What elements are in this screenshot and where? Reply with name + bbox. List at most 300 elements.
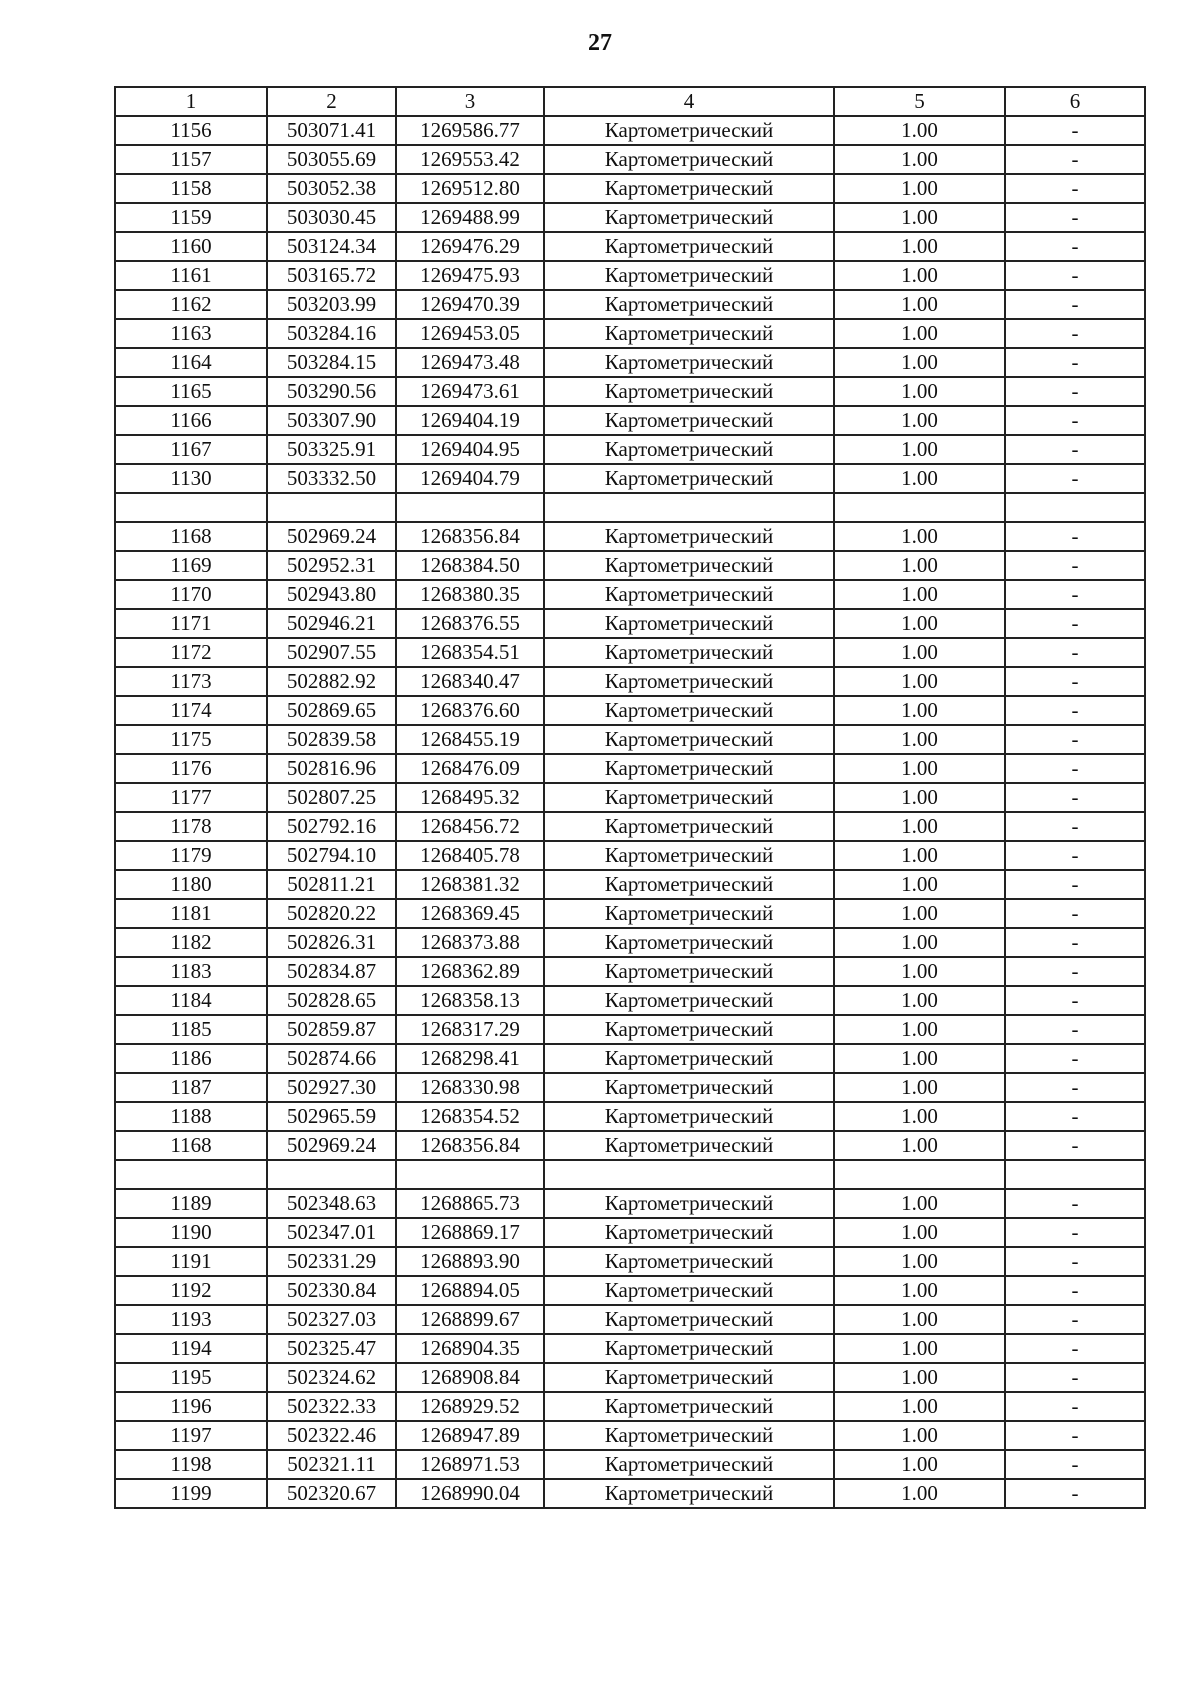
- table-cell: 1.00: [834, 899, 1005, 928]
- table-cell: Картометрический: [544, 522, 834, 551]
- table-cell: [115, 493, 267, 522]
- table-cell: 502324.62: [267, 1363, 396, 1392]
- table-cell: 1181: [115, 899, 267, 928]
- table-row: [115, 290, 1145, 319]
- table-cell: -: [1005, 696, 1145, 725]
- table-cell: 1164: [115, 348, 267, 377]
- table-cell: 503290.56: [267, 377, 396, 406]
- table-cell: 1268376.55: [396, 609, 544, 638]
- table-cell: 1191: [115, 1247, 267, 1276]
- table-cell: [834, 1160, 1005, 1189]
- table-cell: Картометрический: [544, 1131, 834, 1160]
- table-cell: 1268356.84: [396, 522, 544, 551]
- table-cell: 1.00: [834, 377, 1005, 406]
- table-row: [115, 986, 1145, 1015]
- table-cell: 1166: [115, 406, 267, 435]
- table-cell: 1268340.47: [396, 667, 544, 696]
- table-cell: 1269512.80: [396, 174, 544, 203]
- table-cell: 1188: [115, 1102, 267, 1131]
- table-cell: 1178: [115, 812, 267, 841]
- table-cell: 1.00: [834, 1334, 1005, 1363]
- table-cell: 1.00: [834, 1392, 1005, 1421]
- table-cell: -: [1005, 203, 1145, 232]
- table-cell: 1268354.52: [396, 1102, 544, 1131]
- table-row: [115, 319, 1145, 348]
- table-row: [115, 522, 1145, 551]
- table-cell: 1269404.79: [396, 464, 544, 493]
- table-cell: 1185: [115, 1015, 267, 1044]
- table-cell: 1.00: [834, 1015, 1005, 1044]
- table-cell: 502882.92: [267, 667, 396, 696]
- table-cell: 1175: [115, 725, 267, 754]
- table-row: [115, 1073, 1145, 1102]
- table-cell: Картометрический: [544, 696, 834, 725]
- table-cell: -: [1005, 870, 1145, 899]
- table-cell: 1.00: [834, 145, 1005, 174]
- table-cell: 1.00: [834, 754, 1005, 783]
- table-cell: Картометрический: [544, 377, 834, 406]
- table-cell: 1268381.32: [396, 870, 544, 899]
- page-number: 27: [588, 30, 612, 56]
- table-cell: Картометрический: [544, 870, 834, 899]
- table-cell: 1.00: [834, 696, 1005, 725]
- table-cell: 502322.46: [267, 1421, 396, 1450]
- table-cell: 1.00: [834, 1131, 1005, 1160]
- table-cell: 503071.41: [267, 116, 396, 145]
- table-cell: 502943.80: [267, 580, 396, 609]
- table-cell: 502826.31: [267, 928, 396, 957]
- table-cell: -: [1005, 1363, 1145, 1392]
- table-row: [115, 638, 1145, 667]
- table-cell: 1268893.90: [396, 1247, 544, 1276]
- table-cell: -: [1005, 174, 1145, 203]
- table-row: [115, 1421, 1145, 1450]
- table-row: [115, 841, 1145, 870]
- table-cell: -: [1005, 1044, 1145, 1073]
- table-row: [115, 899, 1145, 928]
- table-row: [115, 232, 1145, 261]
- table-cell: 502946.21: [267, 609, 396, 638]
- table-cell: 1159: [115, 203, 267, 232]
- table-cell: 1268330.98: [396, 1073, 544, 1102]
- table-cell: -: [1005, 435, 1145, 464]
- table-cell: 1269404.95: [396, 435, 544, 464]
- table-cell: 1198: [115, 1450, 267, 1479]
- table-cell: Картометрический: [544, 406, 834, 435]
- table-cell: Картометрический: [544, 116, 834, 145]
- table-cell: 1187: [115, 1073, 267, 1102]
- table-row: [115, 145, 1145, 174]
- table-cell: 1162: [115, 290, 267, 319]
- table-cell: 502828.65: [267, 986, 396, 1015]
- table-cell: 1269453.05: [396, 319, 544, 348]
- table-cell: -: [1005, 1102, 1145, 1131]
- table-cell: Картометрический: [544, 812, 834, 841]
- table-cell: 1268376.60: [396, 696, 544, 725]
- table-cell: 1.00: [834, 1218, 1005, 1247]
- table-cell: 1.00: [834, 957, 1005, 986]
- table-cell: 1268990.04: [396, 1479, 544, 1508]
- table-cell: 1.00: [834, 464, 1005, 493]
- table-cell: [544, 1160, 834, 1189]
- table-cell: -: [1005, 1218, 1145, 1247]
- table-cell: 1199: [115, 1479, 267, 1508]
- table-cell: Картометрический: [544, 145, 834, 174]
- table-cell: 502839.58: [267, 725, 396, 754]
- table-cell: -: [1005, 145, 1145, 174]
- table-cell: 1.00: [834, 783, 1005, 812]
- table-cell: 1268298.41: [396, 1044, 544, 1073]
- table-cell: 502321.11: [267, 1450, 396, 1479]
- table-cell: 1169: [115, 551, 267, 580]
- table-row: [115, 493, 1145, 522]
- table-row: [115, 116, 1145, 145]
- table-cell: Картометрический: [544, 986, 834, 1015]
- table-cell: -: [1005, 928, 1145, 957]
- table-cell: Картометрический: [544, 1015, 834, 1044]
- table-cell: -: [1005, 638, 1145, 667]
- table-row: [115, 203, 1145, 232]
- table-cell: 1.00: [834, 1363, 1005, 1392]
- header-cell: 1: [115, 87, 267, 116]
- table-cell: -: [1005, 957, 1145, 986]
- table-row: [115, 464, 1145, 493]
- table-cell: 1180: [115, 870, 267, 899]
- table-row: [115, 1392, 1145, 1421]
- table-cell: -: [1005, 377, 1145, 406]
- table-cell: -: [1005, 754, 1145, 783]
- table-row: [115, 1450, 1145, 1479]
- table-row: [115, 696, 1145, 725]
- table-cell: 502874.66: [267, 1044, 396, 1073]
- table-cell: 1174: [115, 696, 267, 725]
- table-row: [115, 667, 1145, 696]
- header-cell: 4: [544, 87, 834, 116]
- table-cell: 1269475.93: [396, 261, 544, 290]
- table-cell: Картометрический: [544, 290, 834, 319]
- table-cell: 1168: [115, 522, 267, 551]
- header-cell: 5: [834, 87, 1005, 116]
- table-cell: -: [1005, 609, 1145, 638]
- table-cell: Картометрический: [544, 1305, 834, 1334]
- table-cell: -: [1005, 1276, 1145, 1305]
- table-cell: [267, 493, 396, 522]
- table-cell: 1.00: [834, 1305, 1005, 1334]
- table-cell: 502811.21: [267, 870, 396, 899]
- table-row: [115, 261, 1145, 290]
- table-cell: 1268455.19: [396, 725, 544, 754]
- table-cell: 502965.59: [267, 1102, 396, 1131]
- table-cell: Картометрический: [544, 1421, 834, 1450]
- table-cell: 1269473.61: [396, 377, 544, 406]
- table-cell: -: [1005, 1392, 1145, 1421]
- table-cell: -: [1005, 1479, 1145, 1508]
- table-cell: 503332.50: [267, 464, 396, 493]
- table-cell: 1.00: [834, 174, 1005, 203]
- table-row: [115, 1334, 1145, 1363]
- table-row: [115, 725, 1145, 754]
- table-cell: Картометрический: [544, 1363, 834, 1392]
- table-cell: 1.00: [834, 725, 1005, 754]
- table-cell: Картометрический: [544, 1073, 834, 1102]
- table-cell: 502325.47: [267, 1334, 396, 1363]
- table-cell: -: [1005, 812, 1145, 841]
- table-cell: -: [1005, 348, 1145, 377]
- table-cell: 1176: [115, 754, 267, 783]
- table-cell: Картометрический: [544, 754, 834, 783]
- table-cell: 1268947.89: [396, 1421, 544, 1450]
- table-cell: 1.00: [834, 319, 1005, 348]
- coordinates-table: [114, 86, 1146, 1509]
- table-cell: -: [1005, 1334, 1145, 1363]
- table-cell: 1.00: [834, 116, 1005, 145]
- table-cell: 1.00: [834, 348, 1005, 377]
- table-row: [115, 609, 1145, 638]
- header-cell: 2: [267, 87, 396, 116]
- table-cell: 1269586.77: [396, 116, 544, 145]
- table-cell: 502794.10: [267, 841, 396, 870]
- table-cell: Картометрический: [544, 1450, 834, 1479]
- table-row: [115, 812, 1145, 841]
- table-cell: Картометрический: [544, 1189, 834, 1218]
- table-cell: 1.00: [834, 203, 1005, 232]
- table-cell: 1268358.13: [396, 986, 544, 1015]
- table-row: [115, 1247, 1145, 1276]
- table-cell: Картометрический: [544, 667, 834, 696]
- table-cell: 1130: [115, 464, 267, 493]
- table-cell: Картометрический: [544, 203, 834, 232]
- table-cell: -: [1005, 522, 1145, 551]
- table-row: [115, 754, 1145, 783]
- table-cell: 503052.38: [267, 174, 396, 203]
- table-cell: 502792.16: [267, 812, 396, 841]
- table-cell: 1268380.35: [396, 580, 544, 609]
- table-cell: 1.00: [834, 1044, 1005, 1073]
- table-cell: 1269488.99: [396, 203, 544, 232]
- table-cell: 1195: [115, 1363, 267, 1392]
- table-cell: 1.00: [834, 1421, 1005, 1450]
- table-cell: -: [1005, 116, 1145, 145]
- table-cell: Картометрический: [544, 899, 834, 928]
- table-cell: -: [1005, 232, 1145, 261]
- table-cell: 502816.96: [267, 754, 396, 783]
- table-cell: [544, 493, 834, 522]
- table-cell: Картометрический: [544, 1334, 834, 1363]
- table-cell: 502330.84: [267, 1276, 396, 1305]
- table-cell: Картометрический: [544, 1276, 834, 1305]
- table-cell: -: [1005, 1247, 1145, 1276]
- table-cell: 1.00: [834, 522, 1005, 551]
- table-cell: 503124.34: [267, 232, 396, 261]
- table-cell: 1189: [115, 1189, 267, 1218]
- table-row: [115, 1479, 1145, 1508]
- table-cell: 503203.99: [267, 290, 396, 319]
- table-cell: -: [1005, 1305, 1145, 1334]
- table-cell: 503284.15: [267, 348, 396, 377]
- table-cell: 1268894.05: [396, 1276, 544, 1305]
- table-cell: -: [1005, 667, 1145, 696]
- table-cell: 1163: [115, 319, 267, 348]
- table-cell: Картометрический: [544, 232, 834, 261]
- table-cell: Картометрический: [544, 174, 834, 203]
- table-cell: Картометрический: [544, 1247, 834, 1276]
- table-cell: -: [1005, 1015, 1145, 1044]
- table-row: [115, 174, 1145, 203]
- table-cell: 1268384.50: [396, 551, 544, 580]
- table-cell: 1.00: [834, 261, 1005, 290]
- table-cell: 1268362.89: [396, 957, 544, 986]
- table-row: [115, 406, 1145, 435]
- table-cell: Картометрический: [544, 1479, 834, 1508]
- table-cell: 1172: [115, 638, 267, 667]
- table-cell: 502327.03: [267, 1305, 396, 1334]
- table-cell: 1173: [115, 667, 267, 696]
- table-cell: 1167: [115, 435, 267, 464]
- table-cell: 1268356.84: [396, 1131, 544, 1160]
- table-cell: 1268373.88: [396, 928, 544, 957]
- table-cell: 1.00: [834, 812, 1005, 841]
- table-cell: [396, 1160, 544, 1189]
- header-cell: 3: [396, 87, 544, 116]
- table-cell: 1268405.78: [396, 841, 544, 870]
- table-cell: 1160: [115, 232, 267, 261]
- table-row: [115, 1305, 1145, 1334]
- table-cell: 1268971.53: [396, 1450, 544, 1479]
- table-cell: Картометрический: [544, 1102, 834, 1131]
- table-row: [115, 435, 1145, 464]
- table-row: [115, 348, 1145, 377]
- table-cell: 1192: [115, 1276, 267, 1305]
- table-cell: 502969.24: [267, 522, 396, 551]
- table-cell: Картометрический: [544, 1392, 834, 1421]
- table-cell: 1.00: [834, 1247, 1005, 1276]
- table-cell: -: [1005, 1189, 1145, 1218]
- table-cell: 1168: [115, 1131, 267, 1160]
- table-cell: Картометрический: [544, 435, 834, 464]
- table-cell: 502927.30: [267, 1073, 396, 1102]
- header-cell: 6: [1005, 87, 1145, 116]
- table-cell: -: [1005, 1421, 1145, 1450]
- table-cell: -: [1005, 899, 1145, 928]
- table-cell: -: [1005, 725, 1145, 754]
- table-cell: 502907.55: [267, 638, 396, 667]
- table-cell: 1.00: [834, 406, 1005, 435]
- table-cell: [1005, 493, 1145, 522]
- table-cell: 502331.29: [267, 1247, 396, 1276]
- table-cell: 503055.69: [267, 145, 396, 174]
- table-cell: Картометрический: [544, 1044, 834, 1073]
- table-cell: [1005, 1160, 1145, 1189]
- table-cell: 1186: [115, 1044, 267, 1073]
- coordinates-table-body: [115, 87, 1145, 1508]
- table-row: [115, 1102, 1145, 1131]
- table-cell: 1268354.51: [396, 638, 544, 667]
- table-cell: Картометрический: [544, 348, 834, 377]
- table-cell: 1.00: [834, 290, 1005, 319]
- table-cell: -: [1005, 1450, 1145, 1479]
- table-row: [115, 1276, 1145, 1305]
- table-cell: Картометрический: [544, 957, 834, 986]
- table-cell: -: [1005, 551, 1145, 580]
- table-cell: 1268908.84: [396, 1363, 544, 1392]
- table-cell: -: [1005, 783, 1145, 812]
- table-cell: 1.00: [834, 580, 1005, 609]
- table-cell: [115, 1160, 267, 1189]
- table-cell: 1268865.73: [396, 1189, 544, 1218]
- table-cell: 503284.16: [267, 319, 396, 348]
- table-cell: 1268476.09: [396, 754, 544, 783]
- table-cell: Картометрический: [544, 841, 834, 870]
- table-cell: 1157: [115, 145, 267, 174]
- table-cell: -: [1005, 464, 1145, 493]
- table-cell: 1.00: [834, 551, 1005, 580]
- header-row: [115, 87, 1145, 116]
- table-cell: Картометрический: [544, 1218, 834, 1247]
- table-cell: 503165.72: [267, 261, 396, 290]
- table-cell: 1268369.45: [396, 899, 544, 928]
- table-row: [115, 1131, 1145, 1160]
- table-cell: 502820.22: [267, 899, 396, 928]
- table-cell: Картометрический: [544, 261, 834, 290]
- table-cell: 1.00: [834, 638, 1005, 667]
- table-row: [115, 1160, 1145, 1189]
- table-cell: 1179: [115, 841, 267, 870]
- table-cell: [396, 493, 544, 522]
- table-cell: [834, 493, 1005, 522]
- table-cell: 1.00: [834, 841, 1005, 870]
- table-cell: -: [1005, 1073, 1145, 1102]
- table-cell: 1193: [115, 1305, 267, 1334]
- table-row: [115, 1363, 1145, 1392]
- table-cell: 502869.65: [267, 696, 396, 725]
- table-row: [115, 783, 1145, 812]
- table-cell: -: [1005, 986, 1145, 1015]
- table-cell: 1171: [115, 609, 267, 638]
- table-cell: 1.00: [834, 232, 1005, 261]
- table-cell: 1165: [115, 377, 267, 406]
- table-cell: 1268899.67: [396, 1305, 544, 1334]
- table-cell: 502348.63: [267, 1189, 396, 1218]
- table-cell: 1268456.72: [396, 812, 544, 841]
- table-row: [115, 1044, 1145, 1073]
- table-cell: 503307.90: [267, 406, 396, 435]
- table-cell: -: [1005, 290, 1145, 319]
- table-cell: -: [1005, 261, 1145, 290]
- table-cell: 1269553.42: [396, 145, 544, 174]
- table-cell: -: [1005, 841, 1145, 870]
- table-cell: Картометрический: [544, 783, 834, 812]
- table-cell: Картометрический: [544, 580, 834, 609]
- table-cell: Картометрический: [544, 638, 834, 667]
- table-cell: 503030.45: [267, 203, 396, 232]
- table-cell: 1269404.19: [396, 406, 544, 435]
- table-row: [115, 1189, 1145, 1218]
- table-cell: Картометрический: [544, 551, 834, 580]
- table-cell: 1196: [115, 1392, 267, 1421]
- table-cell: 1269473.48: [396, 348, 544, 377]
- table-cell: -: [1005, 580, 1145, 609]
- table-cell: 502969.24: [267, 1131, 396, 1160]
- table-row: [115, 1218, 1145, 1247]
- table-cell: Картометрический: [544, 319, 834, 348]
- table-cell: 1190: [115, 1218, 267, 1247]
- table-cell: 502347.01: [267, 1218, 396, 1247]
- table-row: [115, 870, 1145, 899]
- table-cell: 502859.87: [267, 1015, 396, 1044]
- table-cell: 1182: [115, 928, 267, 957]
- table-cell: 503325.91: [267, 435, 396, 464]
- table-cell: 1268929.52: [396, 1392, 544, 1421]
